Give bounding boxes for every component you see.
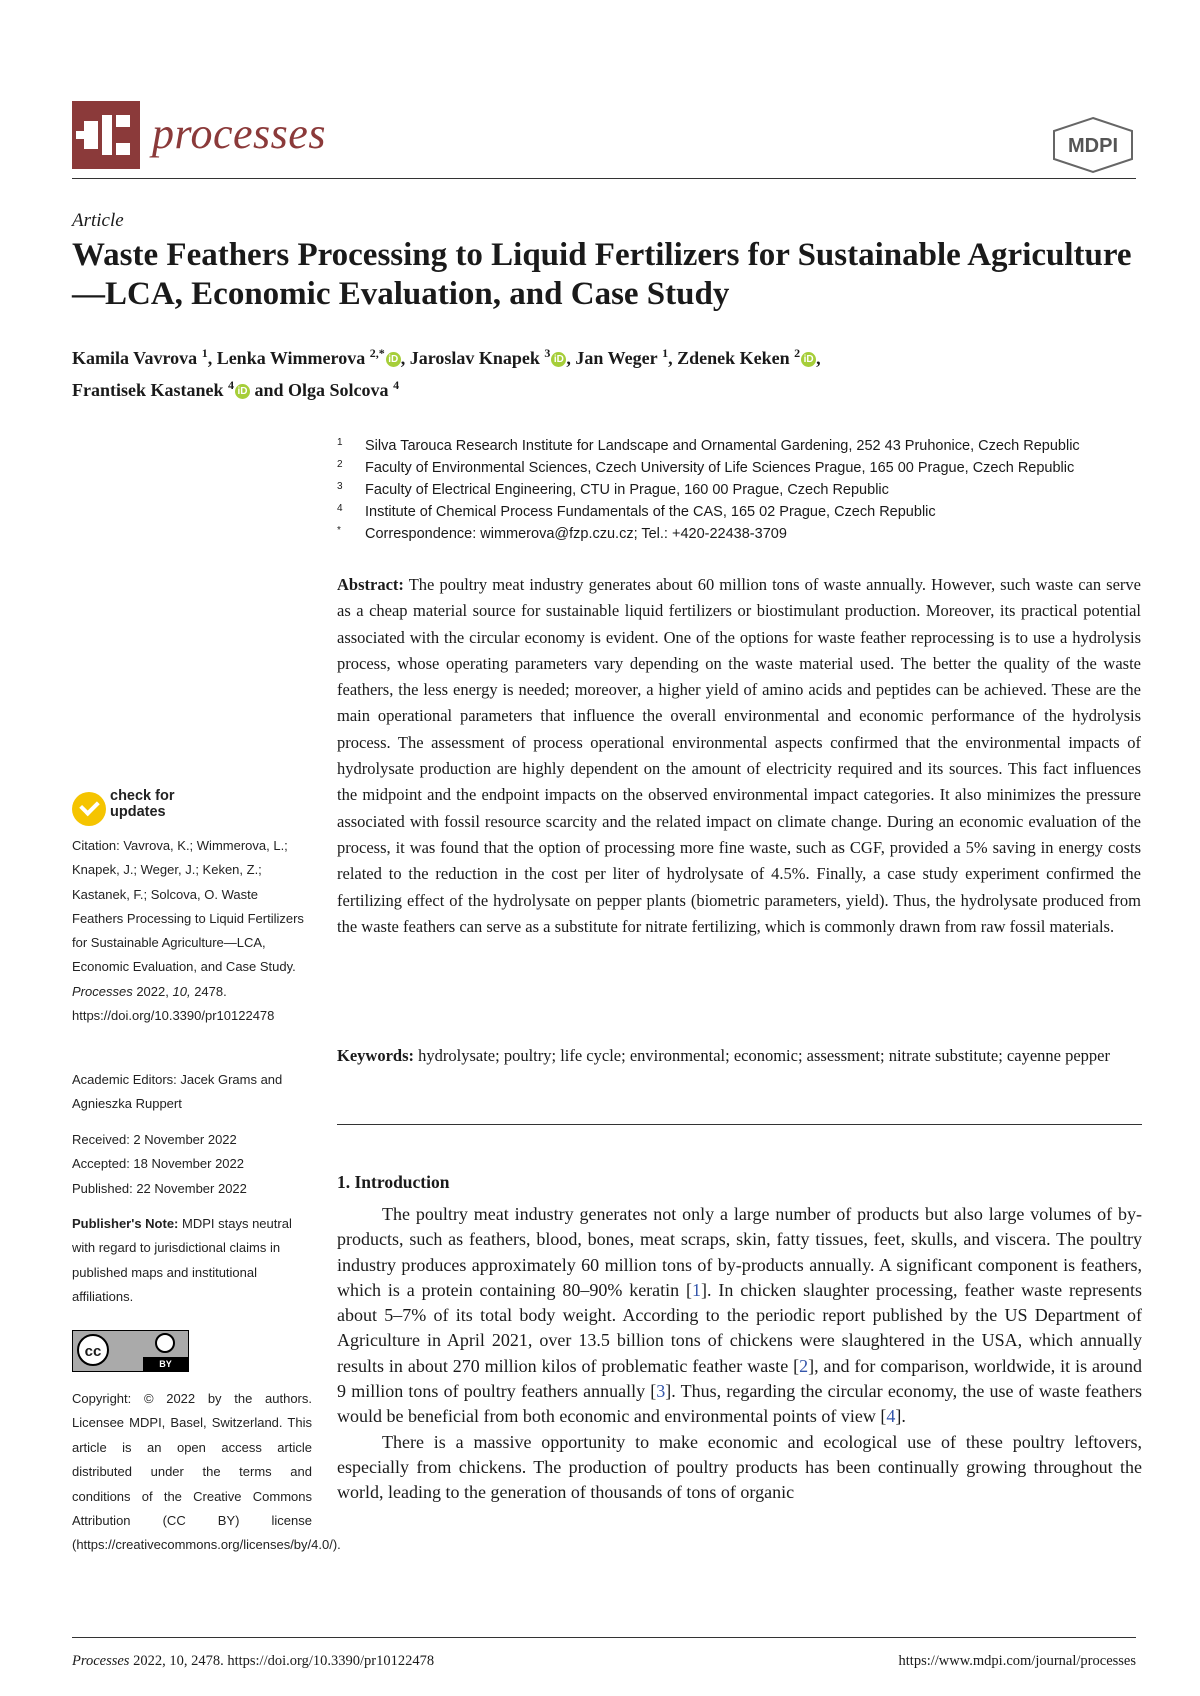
author-list: Kamila Vavrova $^1$, Lenka Wimmerova $^{2,*}$ iD , Jaroslav Knapek $^3$ iD , Jan Weger $^1$, Zdenek Keken $^2$ iD , Frantisek Kastanek $^4$ iD and Olga Solcova $^4$ — [72, 346, 821, 400]
published-date: Published: 22 November 2022 — [72, 1180, 247, 1196]
affiliations — [337, 435, 1142, 545]
author-affil-sup: 1 — [201, 346, 208, 360]
mdpi-logo-text: MDPI — [1068, 135, 1118, 157]
orcid-icon[interactable]: iD — [235, 384, 250, 399]
author-affil-sup: 2,* — [369, 346, 385, 360]
author-name[interactable]: Frantisek Kastanek — [72, 380, 224, 400]
attribution-icon — [155, 1333, 175, 1353]
cc-by-license-badge[interactable]: cc BY — [72, 1330, 189, 1372]
abstract-label: Abstract: — [337, 575, 404, 594]
correspondence: * Correspondence: wimmerova@fzp.czu.cz; Tel.: +420-22438-3709 — [337, 525, 787, 542]
journal-name: processes — [152, 109, 326, 158]
footer-journal-url[interactable]: https://www.mdpi.com/journal/processes — [898, 1653, 1136, 1669]
author-name[interactable]: Jan Weger — [575, 348, 658, 368]
citation-block: Citation: Vavrova, K.; Wimmerova, L.; Knapek, J.; Weger, J.; Keken, Z.; Kastanek, F.; Solcova, O. Waste Feathers Processing to Liquid Fertilizers for Sustainable Agriculture—LCA, Economic Evaluation, and Case Study. Processes 2022, 10, 2478. https://doi.org/10.3390/pr10122478 — [72, 838, 304, 1024]
paper-title: Waste Feathers Processing to Liquid Fertilizers for Sustainable Agriculture—LCA, Economic Evaluation, and Case Study — [72, 237, 1132, 312]
citation-link[interactable]: 4 — [886, 1406, 896, 1427]
publication-dates — [72, 1128, 312, 1201]
author-name[interactable]: Olga Solcova — [288, 380, 389, 400]
author-name[interactable]: Kamila Vavrova — [72, 348, 198, 368]
abstract — [337, 572, 1141, 940]
orcid-icon[interactable]: iD — [386, 352, 401, 367]
header-rule — [72, 178, 1136, 179]
cc-icon: cc — [77, 1334, 109, 1366]
abstract-text: The poultry meat industry generates about 60 million tons of waste annually. However, such waste can serve as a cheap material source for sustainable liquid fertilizers or biostimulant production. Moreover, its practical potential associated with the circular economy is evident. One of the options for waste feather reprocessing is to use a hydrolysis process, whose operating parameters vary depending on the waste material used. The better the quality of the waste feathers, the less energy is needed; moreover, a higher yield of amino acids and peptides can be achieved. These are the main operational parameters that influence the overall environmental and economic performance of the hydrolysis process. The assessment of process operational environmental aspects confirmed that the environmental impacts of hydrolysate production are highly dependent on the amount of electricity required and its sources. This fact influences the midpoint and the endpoint impacts on the observed environmental impact categories. It also minimizes the pressure associated with fossil resource scarcity and the related impact on climate change. During an economic evaluation of the process, it was found that the option of processing more fine waste, such as CGF, provided a 5% saving in energy costs related to the reduction in the cost per liter of hydrolysate of 4.5%. Finally, a case study experiment confirmed the fertilizing effect of the hydrolysate on pepper plants (biometric parameters, yield). Thus, the hydrolysate produced from the waste feathers can serve as a substitute for nitrate fertilizing, which is commonly drawn from raw fossil materials. — [337, 575, 1141, 936]
received-date: Received: 2 November 2022 — [72, 1132, 237, 1147]
intro-paragraph: The poultry meat industry generates not only a large number of products but also large volumes of by-products, such as feathers, blood, bones, meat scraps, skin, fatty tissues, feet, skulls, and viscera. The poultry industry produces approximately 60 million tons of by-products annually. A significant component is feathers, which is a protein containing 80–90% keratin [1]. In chicken slaughter processing, feather waste represents about 5–7% of its total body weight. According to the periodic report published by the US Department of Agriculture in April 2021, over 13.5 billion tons of chickens were slaughtered in the USA, which annually results in about 270 million kilos of problematic feather waste [2], and for comparison, worldwide, it is around 9 million tons of poultry feathers annually [3]. Thus, regarding the circular economy, the use of waste feathers would be beneficial from both economic and environmental points of view [4]. — [337, 1204, 1143, 1427]
author-name[interactable]: Lenka Wimmerova — [216, 348, 366, 368]
keywords — [337, 1043, 1141, 1069]
intro-paragraph: There is a massive opportunity to make economic and ecological use of these poultry leftovers, especially from chickens. The production of poultry products has been continually growing throughout the world, leading to the generation of thousands of tons of organic — [337, 1431, 1142, 1503]
accepted-date: Accepted: 18 November 2022 — [72, 1156, 244, 1172]
affiliation-item: 2 Faculty of Environmental Sciences, Czech University of Life Sciences Prague, 165 00 Prague, Czech Republic — [337, 459, 1075, 476]
author-affil-sup: 3 — [544, 346, 551, 360]
author-name[interactable]: Zdenek Keken — [677, 348, 790, 368]
author-name[interactable]: Jaroslav Knapek — [409, 348, 540, 368]
check-for-updates-badge[interactable]: check for updates — [72, 788, 182, 832]
citation-link[interactable]: 1 — [692, 1279, 702, 1300]
citation-link[interactable]: 2 — [799, 1355, 809, 1376]
journal-logo — [72, 101, 140, 169]
footer-rule — [72, 1637, 1136, 1638]
affiliation-item: 3 Faculty of Electrical Engineering, CTU in Prague, 160 00 Prague, Czech Republic — [337, 481, 889, 498]
copyright-notice: Copyright: © 2022 by the authors. Licensee MDPI, Basel, Switzerland. This article is an open access article distributed under the terms and conditions of the Creative Commons Attribution (CC BY) license (https://creativecommons.org/licenses/by/4.0/). — [72, 1391, 341, 1553]
article-type: Article — [72, 210, 124, 231]
publisher-note: Publisher's Note: MDPI stays neutral with regard to jurisdictional claims in published maps and institutional affiliations. — [72, 1216, 292, 1304]
footer-citation: Processes 2022, 10, 2478. https://doi.org/10.3390/pr10122478 — [72, 1653, 435, 1669]
mdpi-logo — [1050, 116, 1136, 174]
section-heading: 1. Introduction — [337, 1172, 450, 1192]
keywords-label: Keywords: — [337, 1046, 414, 1065]
author-affil-sup: 4 — [228, 378, 235, 392]
citation-link[interactable]: 3 — [656, 1381, 666, 1402]
author-affil-sup: 2 — [794, 346, 801, 360]
author-affil-sup: 4 — [393, 378, 400, 392]
academic-editors: Academic Editors: Jacek Grams and Agnieszka Ruppert — [72, 1072, 283, 1112]
check-icon — [72, 792, 106, 826]
affiliation-item: 4 Institute of Chemical Process Fundamentals of the CAS, 165 02 Prague, Czech Republic — [337, 503, 936, 520]
keywords-text: hydrolysate; poultry; life cycle; environmental; economic; assessment; nitrate substitute; cayenne pepper — [418, 1046, 1110, 1065]
affiliation-item: 1 Silva Tarouca Research Institute for Landscape and Ornamental Gardening, 252 43 Pruhonice, Czech Republic — [337, 437, 1080, 454]
doi-link[interactable]: 2478. https://doi.org/10.3390/pr10122478 — [72, 983, 275, 1024]
orcid-icon[interactable]: iD — [801, 352, 816, 367]
introduction-body — [337, 1202, 1142, 1506]
author-connector: and — [254, 380, 284, 400]
author-affil-sup: 1 — [662, 346, 669, 360]
section-rule — [337, 1124, 1142, 1125]
orcid-icon[interactable]: iD — [551, 352, 566, 367]
